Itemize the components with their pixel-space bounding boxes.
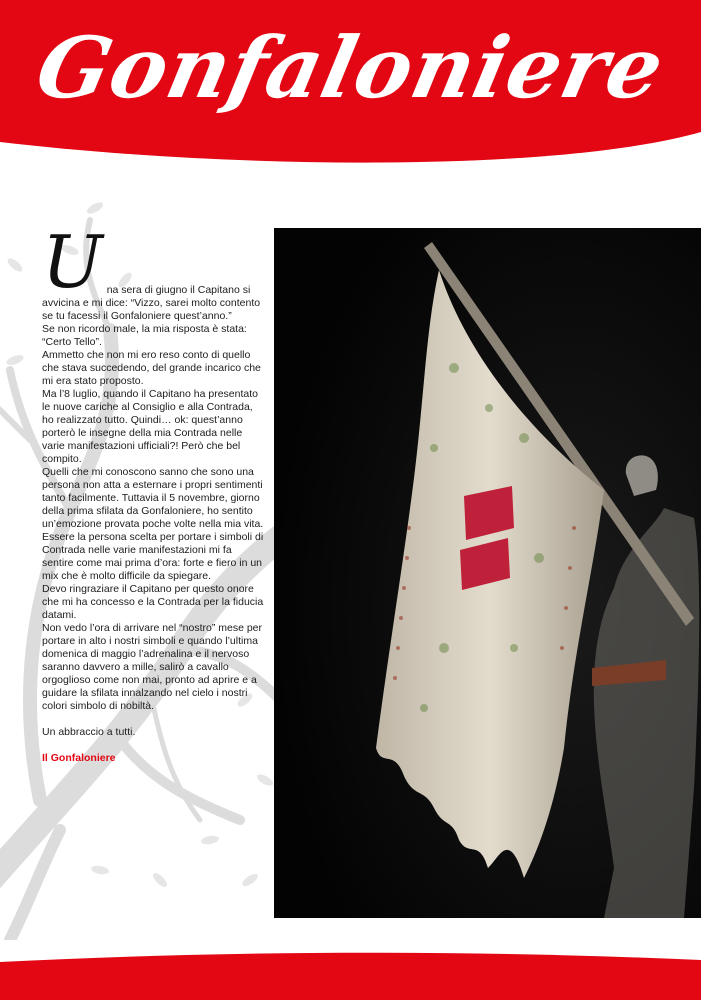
- paragraph: Ammetto che non mi ero reso conto di quello che stava succedendo, del grande incarico che mi era stato proposto.: [42, 349, 261, 387]
- closing-line: Un abbraccio a tutti.: [42, 726, 136, 738]
- paragraph: Non vedo l’ora di arrivare nel “nostro” mese per portare in alto i nostri simboli e quando l’ultima domenica di maggio l’adrenalina e il nervoso saranno davvero a mille, salirò a cavallo orgoglioso come non mai, pronto ad aprire e a guidare la sfilata innalzando nel cielo i nostri colori simbolo di nobiltà.: [42, 622, 263, 712]
- signature: Il Gonfaloniere: [42, 752, 116, 764]
- paragraph: Devo ringraziare il Capitano per questo onore che mi ha concesso e la Contrada per la fiducia datami.: [42, 583, 264, 621]
- paragraph: na sera di giugno il Capitano si avvicina e mi dice: “Vizzo, sarei molto contento se tu facessi il Gonfaloniere quest’anno.”: [42, 284, 261, 322]
- paragraph: Ma l’8 luglio, quando il Capitano ha presentato le nuove cariche al Consiglio e alla Contrada, ho realizzato tutto. Quindi… ok: quest’anno porterò le insegne della mia Contrada nelle varie manifestazioni ufficiali?! Però che bel compito.: [42, 388, 258, 465]
- article-body: [42, 220, 264, 765]
- page-title: Gonfaloniere: [28, 18, 673, 117]
- paragraph: Se non ricordo male, la mia risposta è stata: “Certo Tello”.: [42, 323, 247, 348]
- footer-band: [0, 940, 701, 1000]
- paragraph: Quelli che mi conoscono sanno che sono una persona non atta a esternare i propri sentimenti tanto facilmente. Tuttavia il 5 novembre, giorno della prima sfilata da Gonfaloniere, ho sentito un’emozione provata poche volte nella mia vita. Essere la persona scelta per portare i simboli di Contrada nelle varie manifestazioni mi fa sentire come mai prima d’ora: forte e fiero in un mix che è molto difficile da spiegare.: [42, 466, 264, 582]
- standard-bearer-photo-icon: [274, 228, 701, 918]
- drop-cap: U: [42, 220, 103, 304]
